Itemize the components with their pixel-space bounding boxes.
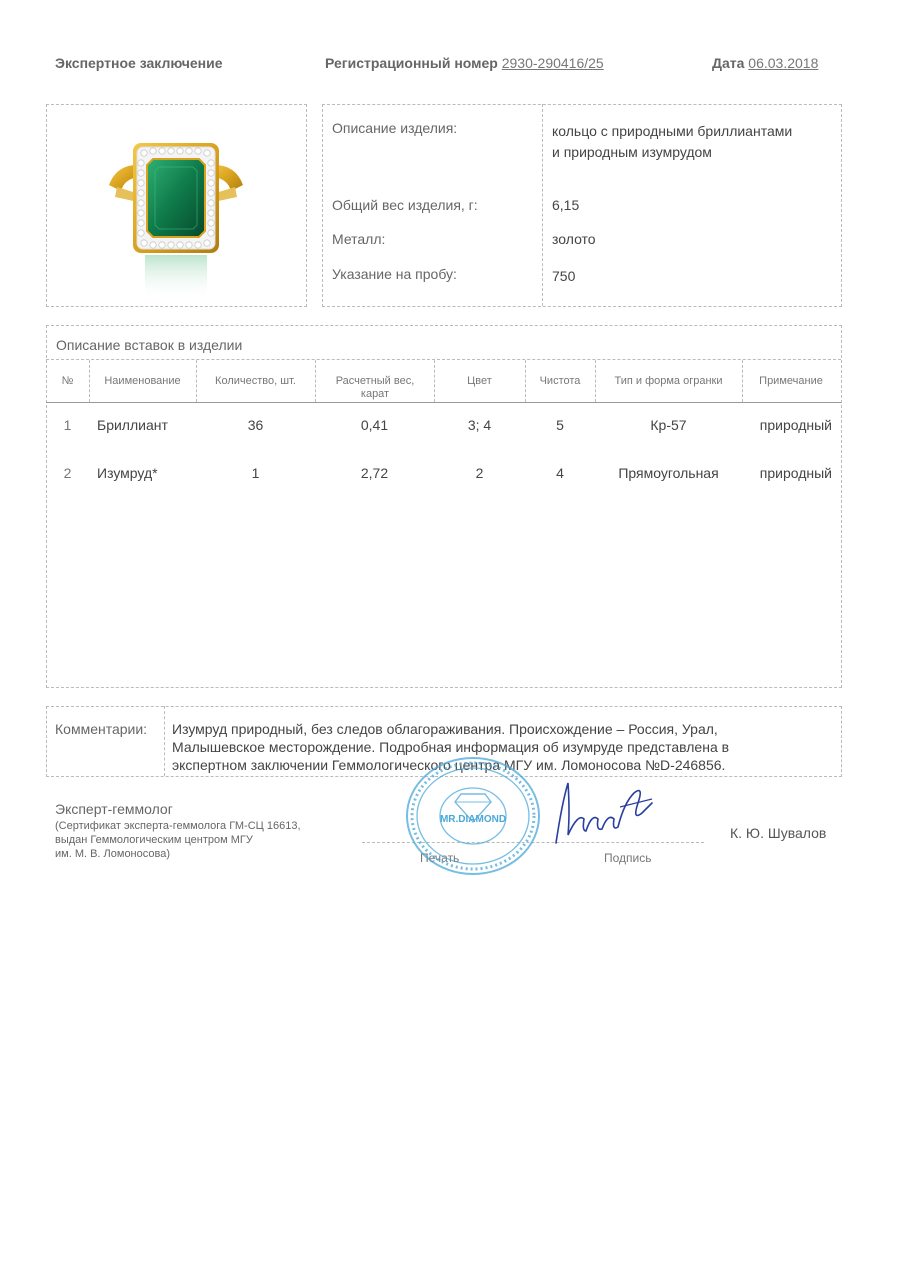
row2-note: природный — [759, 465, 832, 481]
item-desc-line1: кольцо с природными бриллиантами — [552, 123, 793, 139]
row1-name: Бриллиант — [97, 417, 168, 433]
stamp-logo: MR.DIAMOND — [439, 814, 507, 825]
row2-no: 2 — [63, 465, 72, 481]
stamp-seal — [403, 750, 545, 878]
item-weight-label: Общий вес изделия, г: — [332, 197, 478, 213]
item-metal-label: Металл: — [332, 231, 386, 247]
row2-name: Изумруд* — [97, 465, 158, 481]
expert-certificate — [55, 819, 301, 861]
row1-weight: 0,41 — [360, 417, 389, 433]
row1-no: 1 — [63, 417, 72, 433]
handwritten-signature — [548, 773, 658, 853]
item-desc-line2: и природным изумрудом — [552, 144, 712, 160]
item-weight-value: 6,15 — [552, 197, 580, 213]
row1-cut: Кр-57 — [650, 417, 687, 433]
reg-number-row — [325, 55, 604, 71]
item-metal-value: золото — [552, 231, 596, 247]
comments-divider — [164, 706, 165, 776]
row2-weight: 2,72 — [360, 465, 389, 481]
col-header-clarity: Чистота — [539, 375, 581, 387]
date-row — [712, 55, 818, 71]
item-divider — [542, 104, 543, 306]
row2-color: 2 — [475, 465, 484, 481]
comments-line3: экспертном заключении Геммологического центра МГУ им. Ломоносова №D-246856. — [172, 757, 726, 773]
doc-title: Экспертное заключение — [55, 55, 223, 71]
row1-qty: 36 — [247, 417, 264, 433]
row2-cut: Прямоугольная — [618, 465, 719, 481]
comments-line2: Малышевское месторождение. Подробная информация об изумруде представлена в — [172, 739, 730, 755]
product-photo-box — [46, 104, 307, 307]
row2-qty: 1 — [251, 465, 260, 481]
col-header-qty: Количество, шт. — [215, 375, 296, 387]
comments-line1: Изумруд природный, без следов облагораживания. Происхождение – Россия, Урал, — [172, 721, 718, 737]
item-assay-value: 750 — [552, 268, 576, 284]
sign-label: Подпись — [604, 851, 652, 865]
reg-number-label: Регистрационный номер — [325, 55, 498, 71]
inserts-title: Описание вставок в изделии — [56, 337, 243, 353]
row1-color: 3; 4 — [467, 417, 492, 433]
stamp-label: Печать — [420, 851, 460, 865]
col-header-color: Цвет — [467, 375, 492, 387]
inserts-title-divider — [46, 359, 841, 360]
cert-line1: (Сертификат эксперта-геммолога ГМ-СЦ 16613, — [55, 820, 301, 832]
date-value: 06.03.2018 — [748, 55, 819, 71]
expert-name: К. Ю. Шувалов — [730, 825, 827, 841]
inserts-header-divider — [46, 402, 841, 403]
date-label: Дата — [712, 55, 745, 71]
row2-clarity: 4 — [556, 465, 564, 481]
col-divider — [315, 360, 316, 402]
item-assay-label: Указание на пробу: — [332, 266, 457, 282]
reg-number-value: 2930-290416/25 — [501, 55, 604, 71]
expert-label: Эксперт-геммолог — [55, 801, 173, 817]
comments-label: Комментарии: — [55, 721, 148, 737]
col-header-no: № — [61, 375, 74, 387]
col-header-name: Наименование — [104, 375, 181, 387]
item-desc-value — [552, 121, 792, 163]
cert-line2: выдан Геммологическим центром МГУ — [55, 834, 253, 846]
row1-note: природный — [759, 417, 832, 433]
cert-line3: им. М. В. Ломоносова) — [55, 848, 170, 860]
row1-clarity: 5 — [556, 417, 564, 433]
ring-image — [47, 105, 306, 306]
col-header-note: Примечание — [759, 375, 823, 387]
col-header-cut: Тип и форма огранки — [614, 375, 723, 387]
item-desc-label: Описание изделия: — [332, 120, 458, 136]
col-header-weight: Расчетный вес, карат — [335, 375, 415, 400]
